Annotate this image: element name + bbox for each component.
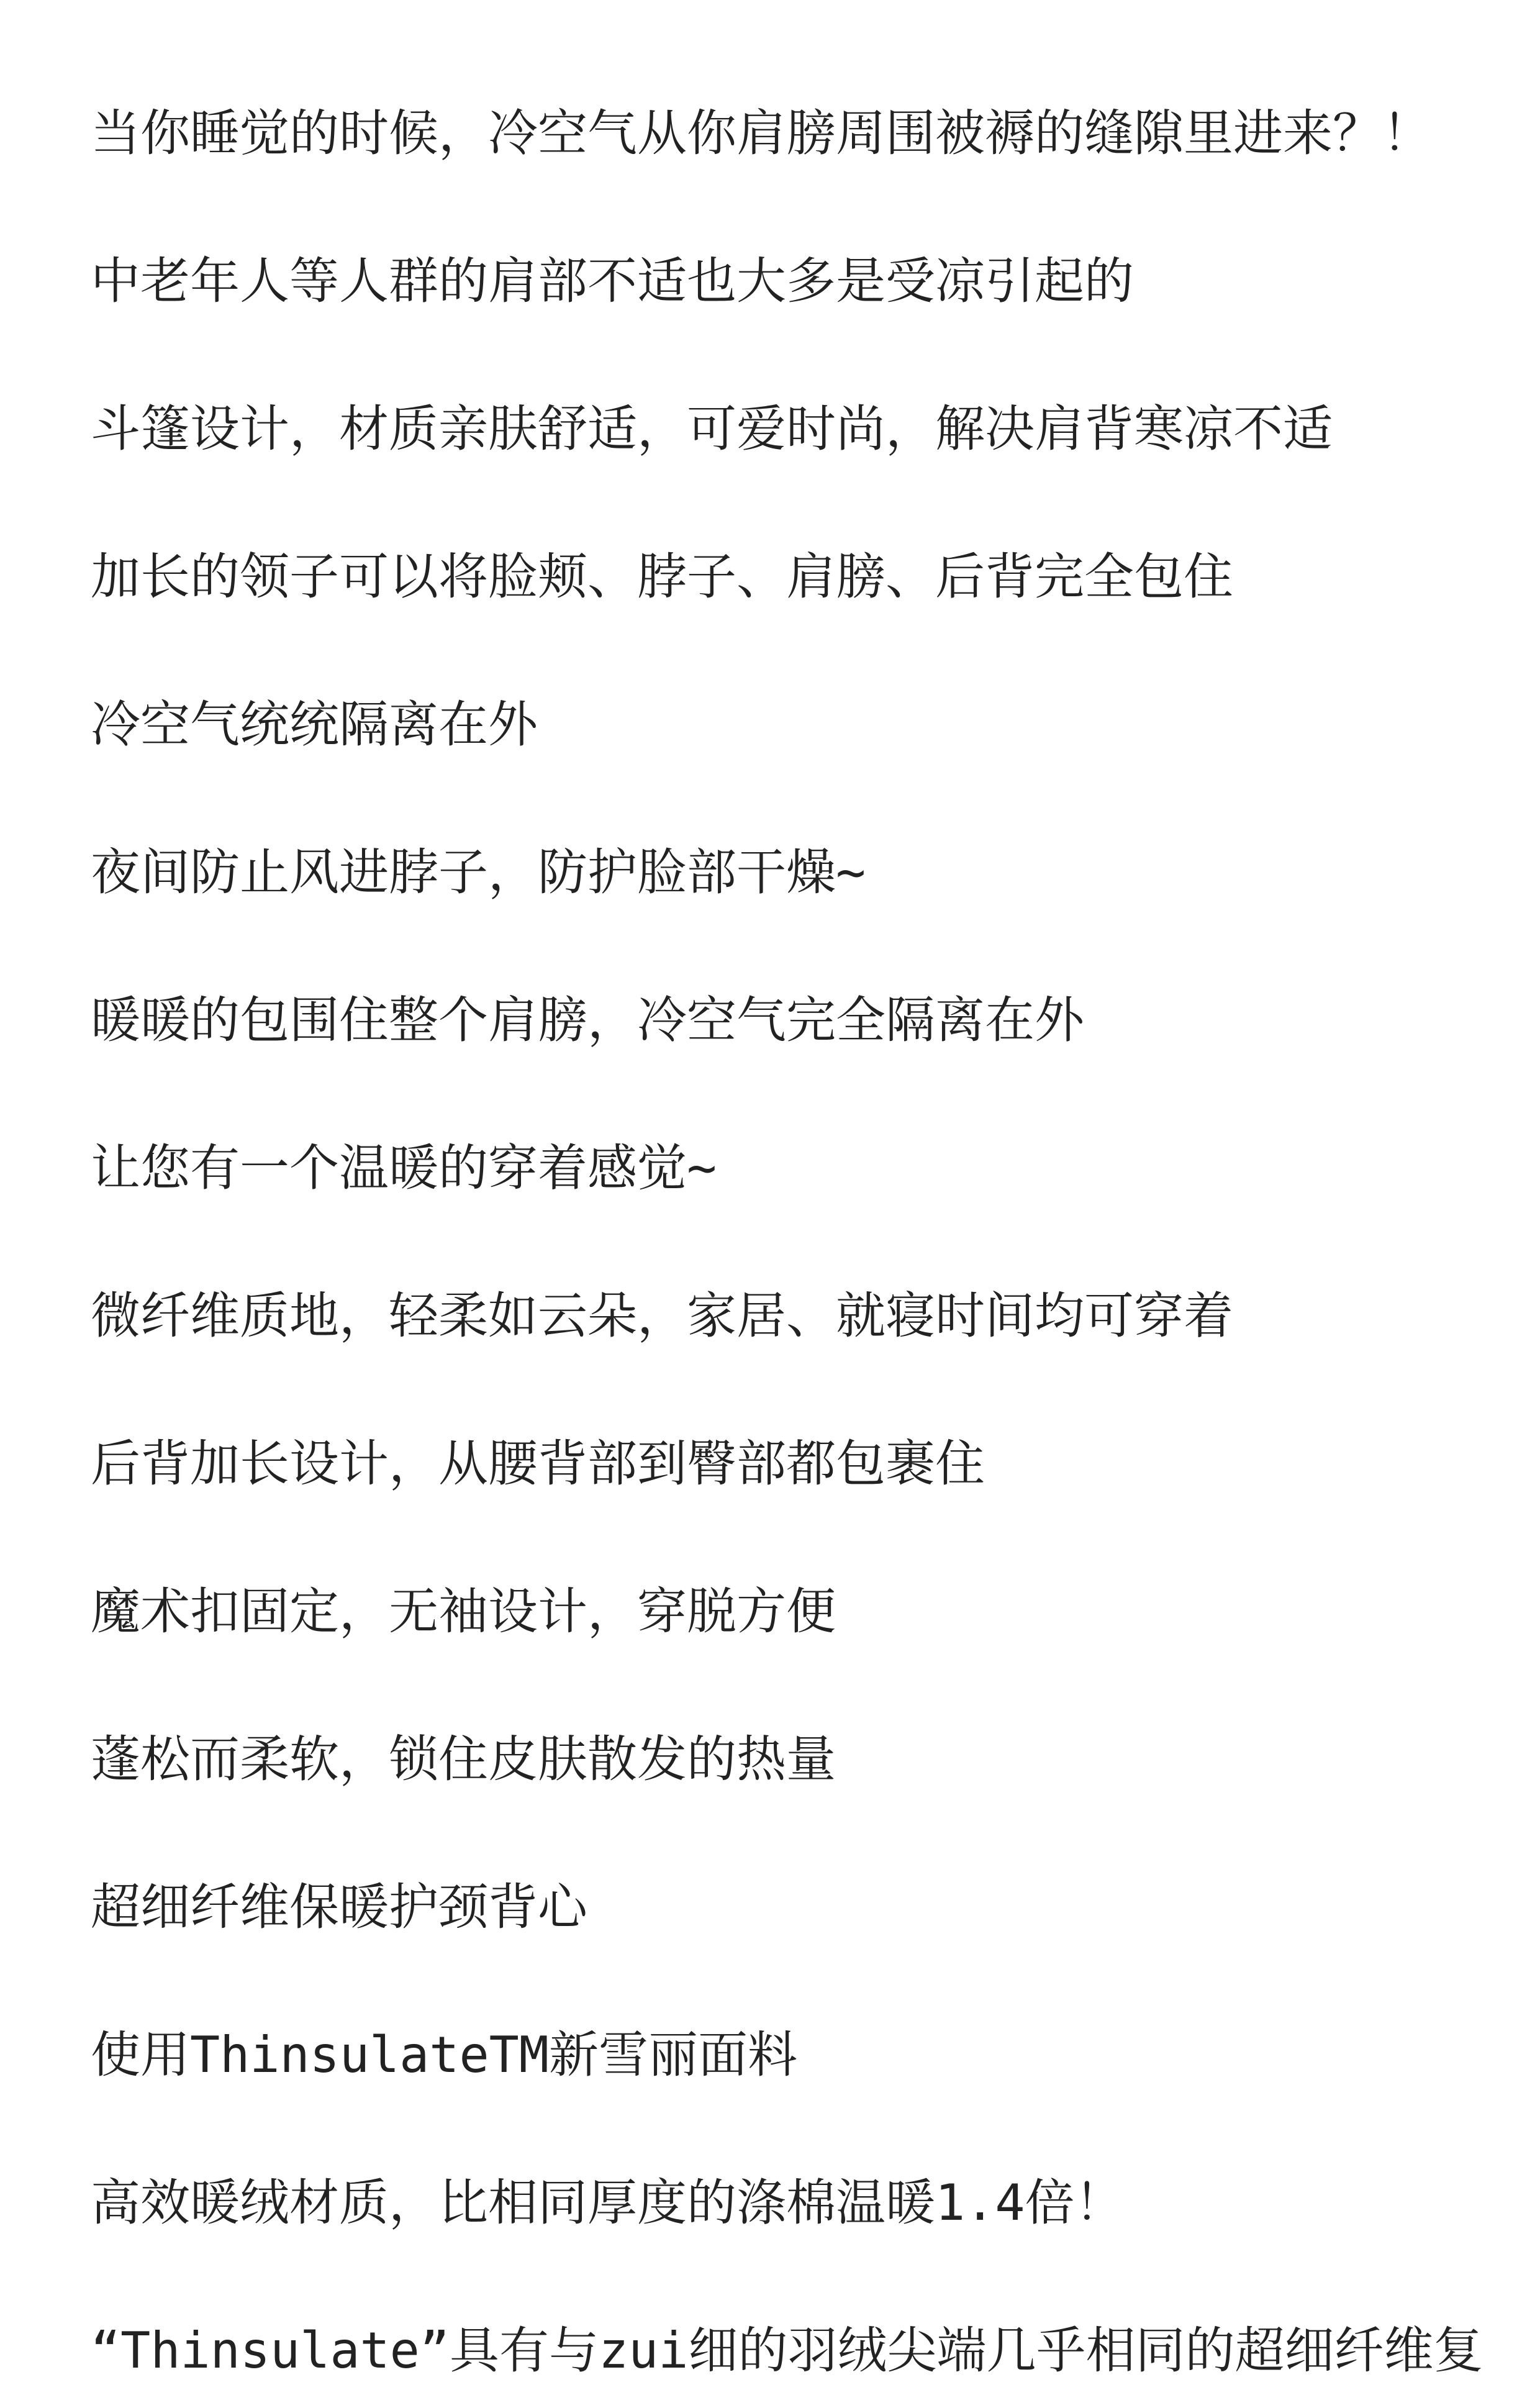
- text-line: 斗篷设计，材质亲肤舒适，可爱时尚，解决肩背寒凉不适: [91, 400, 1333, 458]
- text-line: 微纤维质地，轻柔如云朵，家居、就寝时间均可穿着: [91, 1287, 1233, 1345]
- text-line: 高效暖绒材质，比相同厚度的涤棉温暖1.4倍！: [91, 2174, 1125, 2232]
- text-line: 后背加长设计，从腰背部到臀部都包裹住: [91, 1435, 985, 1492]
- text-line: 中老年人等人群的肩部不适也大多是受凉引起的: [91, 252, 1134, 310]
- text-line: 冷空气统统隔离在外: [91, 696, 538, 753]
- text-line: 蓬松而柔软，锁住皮肤散发的热量: [91, 1730, 836, 1788]
- text-line: 超细纤维保暖护颈背心: [91, 1878, 587, 1936]
- text-line: 让您有一个温暖的穿着感觉~: [91, 1139, 717, 1197]
- text-line: 夜间防止风进脖子，防护脸部干燥~: [91, 843, 866, 901]
- text-line: “Thinsulate”具有与zui细的羽绒尖端几乎相同的超细纤维复: [91, 2322, 1483, 2379]
- text-line: 加长的领子可以将脸颊、脖子、肩膀、后背完全包住: [91, 548, 1233, 606]
- text-line: 当你睡觉的时候，冷空气从你肩膀周围被褥的缝隙里进来？！: [91, 104, 1432, 162]
- text-line: 暖暖的包围住整个肩膀，冷空气完全隔离在外: [91, 991, 1084, 1049]
- text-line: 使用ThinsulateTM新雪丽面料: [91, 2026, 797, 2084]
- text-line: 魔术扣固定，无袖设计，穿脱方便: [91, 1583, 836, 1640]
